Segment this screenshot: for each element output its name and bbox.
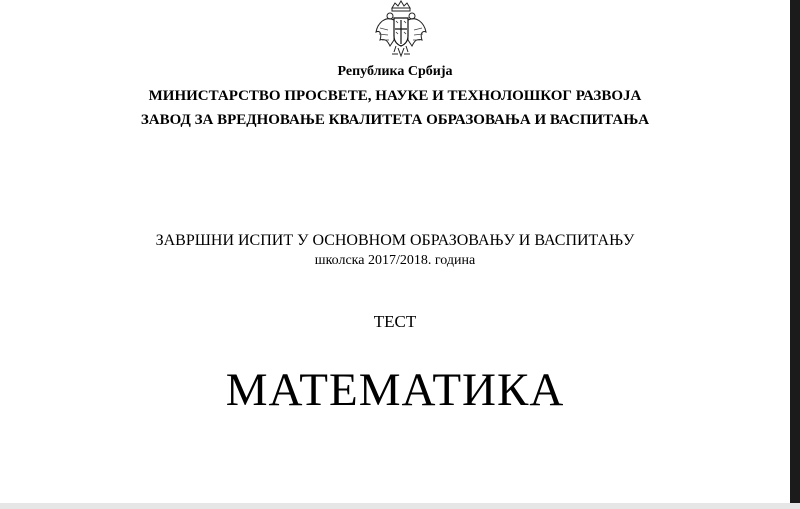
- institute-heading: ЗАВОД ЗА ВРЕДНОВАЊЕ КВАЛИТЕТА ОБРАЗОВАЊА И ВАСПИТАЊА: [140, 112, 650, 128]
- exam-title: ЗАВРШНИ ИСПИТ У ОСНОВНОМ ОБРАЗОВАЊУ И ВАСПИТАЊУ: [155, 232, 635, 249]
- subject-title: МАТЕМАТИКА: [225, 364, 565, 416]
- republic-heading: Република Србија: [337, 64, 453, 79]
- test-label: ТЕСТ: [373, 312, 417, 331]
- serbian-coat-of-arms-icon: [368, 0, 434, 60]
- ministry-heading: МИНИСТАРСТВО ПРОСВЕТЕ, НАУКЕ И ТЕХНОЛОШКОГ РАЗВОЈА: [148, 88, 642, 104]
- viewer-right-edge: [790, 0, 800, 509]
- page-bottom-edge: [0, 503, 800, 509]
- school-year: школска 2017/2018. година: [314, 253, 476, 268]
